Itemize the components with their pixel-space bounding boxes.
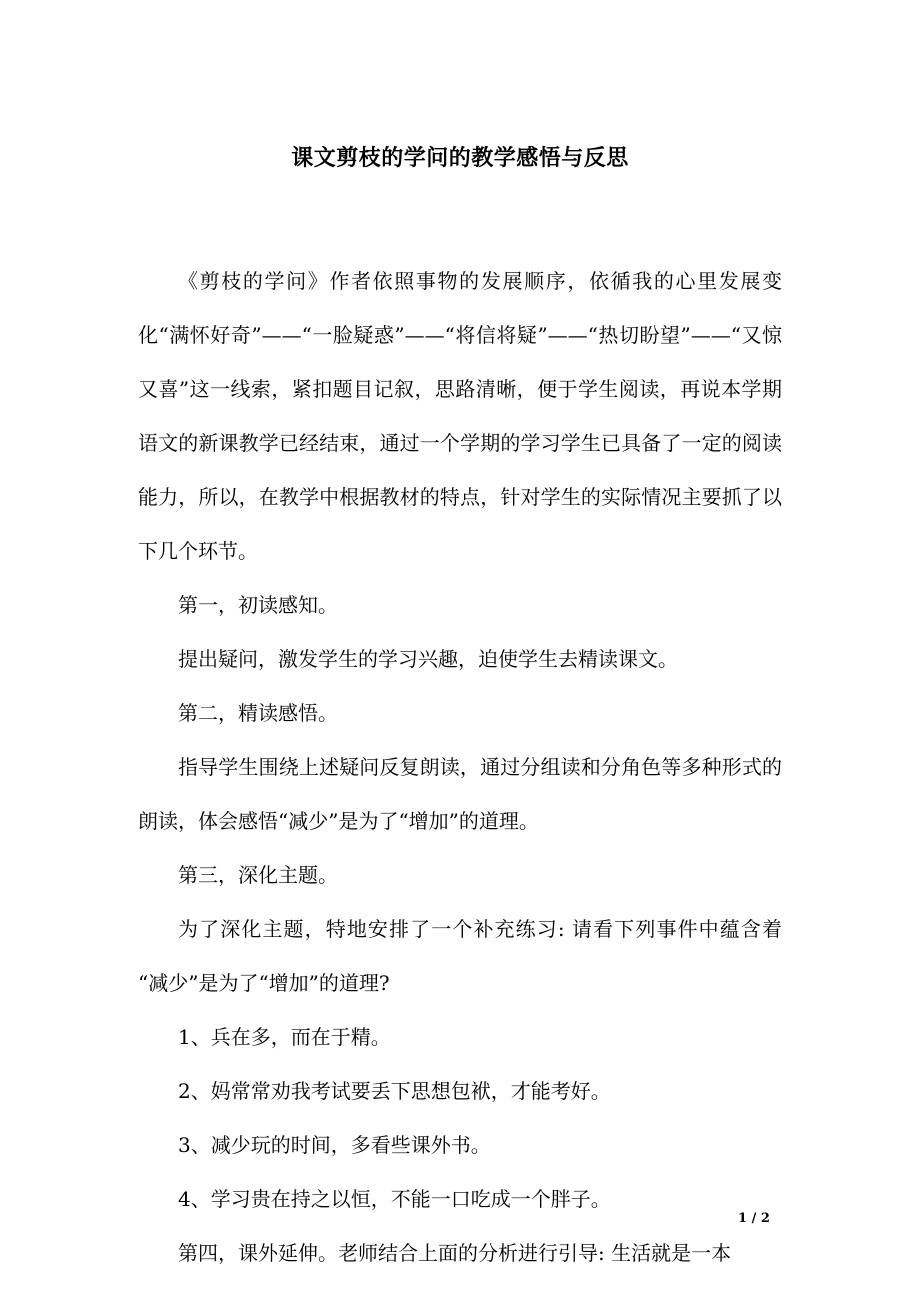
paragraph-step-4: 第四，课外延伸。老师结合上面的分析进行引导: 生活就是一本 <box>178 1241 732 1265</box>
paragraph-step-2-body: 指导学生围绕上述疑问反复朗读，通过分组读和分角色等多种形式的朗读，体会感悟“减少”是为了“增加”的道理。 <box>138 755 782 833</box>
list-item-4: 4、学习贵在持之以恒，不能一口吃成一个胖子。 <box>178 1187 611 1211</box>
paragraph-intro: 《剪枝的学问》作者依照事物的发展顺序，依循我的心里发展变化“满怀好奇”——“一脸疑惑”——“将信将疑”——“热切盼望”——“又惊又喜”这一线索，紧扣题目记叙，思路清晰，便于学生阅读，再说本学期语文的新课教学已经结束，通过一个学期的学习学生已具备了一定的阅读能力，所以，在教学中根据教材的特点，针对学生的实际情况主要抓了以下几个环节。 <box>138 269 782 563</box>
paragraph-step-1-body: 提出疑问，激发学生的学习兴趣，迫使学生去精读课文。 <box>178 647 678 671</box>
paragraph-step-3-body: 为了深化主题，特地安排了一个补充练习: 请看下列事件中蕴含着 “减少”是为了“增加”的道理? <box>138 917 782 995</box>
document-title: 课文剪枝的学问的教学感悟与反思 <box>291 145 629 171</box>
list-item-3: 3、减少玩的时间，多看些课外书。 <box>178 1133 491 1157</box>
list-item-2: 2、妈常常劝我考试要丢下思想包袱，才能考好。 <box>178 1079 611 1103</box>
page-number: 1 / 2 <box>738 1211 770 1226</box>
paragraph-step-1-heading: 第一，初读感知。 <box>178 593 338 617</box>
document-body <box>138 254 782 1280</box>
paragraph-step-2-heading: 第二，精读感悟。 <box>178 701 338 725</box>
list-item-1: 1、兵在多，而在于精。 <box>178 1025 391 1049</box>
paragraph-step-3-heading: 第三，深化主题。 <box>178 863 338 887</box>
